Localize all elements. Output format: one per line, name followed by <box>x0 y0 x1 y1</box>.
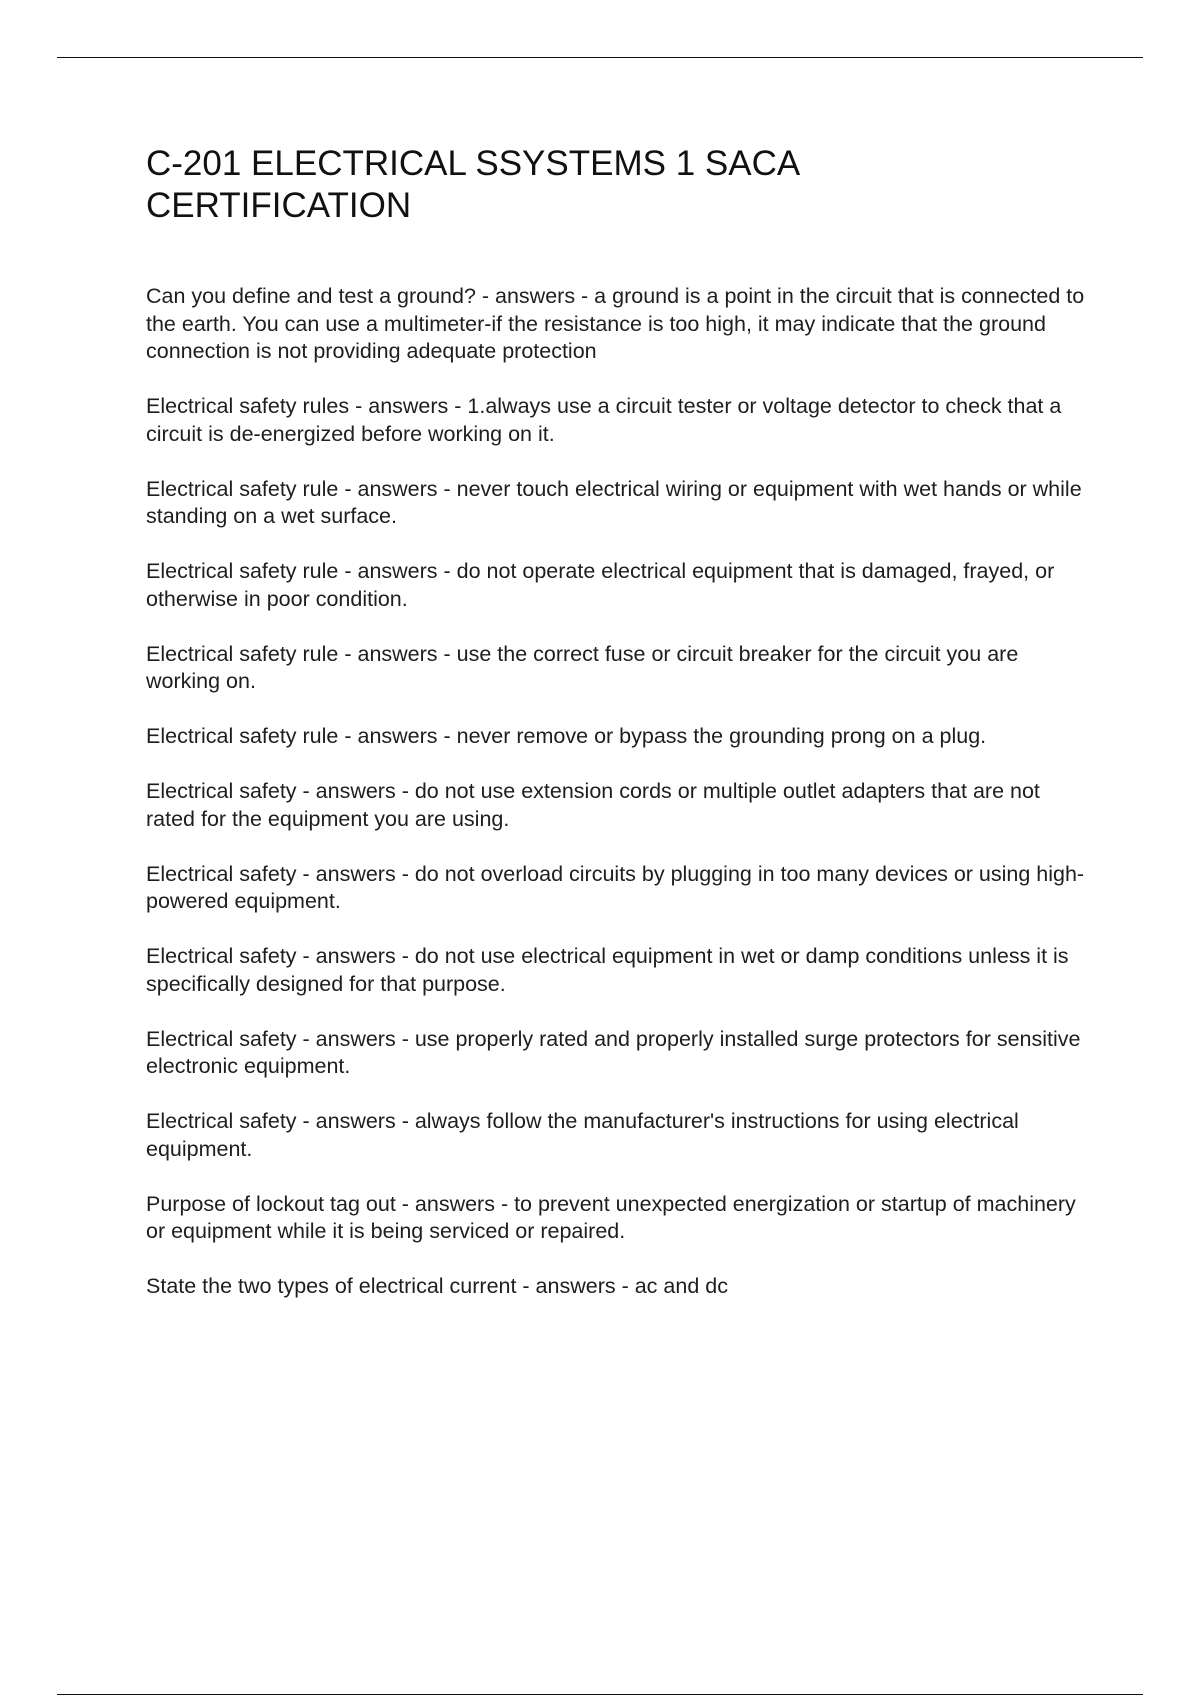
qa-entry-safety-wet-conditions: Electrical safety - answers - do not use electrical equipment in wet or damp conditions unless it is specifically designed for that purpose. <box>146 944 1069 996</box>
page-title: C-201 ELECTRICAL SSYSTEMS 1 SACA CERTIFICATION <box>146 144 799 225</box>
qa-entry-safety-rule-damaged-equipment: Electrical safety rule - answers - do not operate electrical equipment that is damaged, frayed, or otherwise in poor condition. <box>146 559 1055 611</box>
qa-entry-current-types: State the two types of electrical current - answers - ac and dc <box>146 1274 728 1298</box>
qa-entry-safety-rule-correct-fuse: Electrical safety rule - answers - use the correct fuse or circuit breaker for the circuit you are working on. <box>146 641 1019 693</box>
qa-entry-ground-definition: Can you define and test a ground? - answers - a ground is a point in the circuit that is connected to the earth. You can use a multimeter-if the resistance is too high, it may indicate that the ground connection is not providing adequate protection <box>146 284 1085 363</box>
qa-entry-safety-rule-grounding-prong: Electrical safety rule - answers - never remove or bypass the grounding prong on a plug. <box>146 724 987 748</box>
qa-entry-safety-manufacturer-instructions: Electrical safety - answers - always follow the manufacturer's instructions for using electrical equipment. <box>146 1109 1019 1161</box>
footer-rule <box>57 1694 1143 1695</box>
header-rule <box>57 57 1143 58</box>
qa-entry-safety-extension-cords: Electrical safety - answers - do not use extension cords or multiple outlet adapters that are not rated for the equipment you are using. <box>146 779 1040 831</box>
qa-entry-lockout-tagout: Purpose of lockout tag out - answers - to prevent unexpected energization or startup of machinery or equipment while it is being serviced or repaired. <box>146 1191 1076 1243</box>
qa-list <box>146 283 1091 1328</box>
qa-entry-safety-rules-tester: Electrical safety rules - answers - 1.always use a circuit tester or voltage detector to check that a circuit is de-energized before working on it. <box>146 394 1062 446</box>
qa-entry-safety-overload: Electrical safety - answers - do not overload circuits by plugging in too many devices or using high-powered equipment. <box>146 861 1085 913</box>
qa-entry-safety-rule-wet-hands: Electrical safety rule - answers - never touch electrical wiring or equipment with wet hands or while standing on a wet surface. <box>146 476 1082 528</box>
qa-entry-safety-surge-protectors: Electrical safety - answers - use properly rated and properly installed surge protectors for sensitive electronic equipment. <box>146 1026 1081 1078</box>
